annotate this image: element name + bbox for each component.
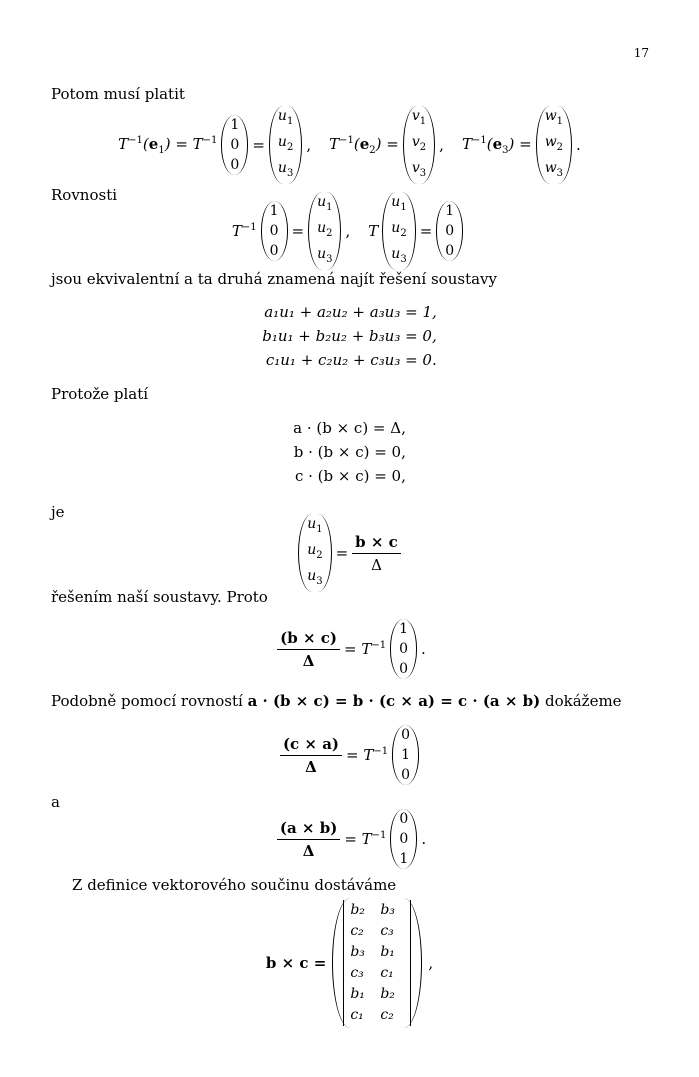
paragraph-ekvivalentni: jsou ekvivalentní a ta druhá znamená najít řešení soustavy (51, 270, 497, 288)
determinant: b₂ b₃ c₂ c₃ (343, 900, 411, 942)
dot-product-equations (0, 416, 699, 488)
equation-inverse-images: $T^{-1}(e_1) = T^{-1}$ 1 0 0 = $u_1$ $u_2$ $u_3$ , $T^{-1}(e_2)$ = $v_1$ $v_2$ $v_3$ , $T^{-1}(e_3)$ = $w_1$ $w_2$ $w_3$ . (0, 112, 699, 178)
system-row: a₁u₁ + a₂u₂ + a₃u₃ = 1, (264, 303, 437, 321)
column-vector-e2: 0 1 0 (392, 725, 419, 785)
column-vector-v: $v_1$ $v_2$ $v_3$ (403, 106, 435, 183)
page-number: 17 (633, 46, 649, 60)
paragraph-potom: Potom musí platit (51, 85, 185, 103)
system-row: b₁u₁ + b₂u₂ + b₃u₃ = 0, (262, 327, 437, 345)
column-vector-e1: 1 0 0 (261, 201, 288, 261)
determinant: b₃ b₁ c₃ c₁ (343, 942, 411, 984)
column-vector-u: $u_1$ $u_2$ $u_3$ (298, 514, 331, 591)
paragraph-resenim: řešením naší soustavy. Proto (51, 588, 268, 606)
equation-axb: $\frac{(a \times b)}{\Delta}$ = $T^{-1}$ 0 0 1 . (0, 806, 699, 872)
column-vector-e1: 1 0 0 (436, 201, 463, 261)
column-vector-u: $u_1$ $u_2$ $u_3$ (308, 192, 341, 269)
dot-product-row: b · (b × c) = 0, (293, 443, 406, 461)
equation-solution: $u_1$ $u_2$ $u_3$ = $\frac{b \times c}{\Delta}$ (0, 520, 699, 586)
equation-proto: $\frac{(b \times c)}{\Delta}$ = $T^{-1}$ 1 0 0 . (0, 616, 699, 682)
paragraph-protoze: Protože platí (51, 385, 149, 403)
column-vector-u: $u_1$ $u_2$ $u_3$ (269, 106, 302, 183)
column-vector-e3: 0 0 1 (390, 809, 417, 869)
linear-system (0, 300, 699, 372)
equation-cross-product: b × c = b₂ b₃ c₂ c₃ b₃ b₁ c₃ c₁ b₁ b₂ c₁ c₂ , (0, 898, 699, 1028)
paragraph-definice: Z definice vektorového součinu dostáváme (72, 876, 397, 894)
column-vector-e1: 1 0 0 (221, 115, 248, 175)
equation-equivalence: $T^{-1}$ 1 0 0 = $u_1$ $u_2$ $u_3$ , T $u_1$ $u_2$ $u_3$ = 1 0 0 (0, 198, 699, 264)
fraction-paxb-over-delta: $\frac{(a \times b)}{\Delta}$ (277, 819, 340, 860)
paragraph-je: je (51, 503, 65, 521)
paragraph-rovnosti: Rovnosti (51, 186, 118, 204)
dot-product-row: c · (b × c) = 0, (294, 467, 406, 485)
equation-cxa: $\frac{(c \times a)}{\Delta}$ = $T^{-1}$ 0 1 0 (0, 722, 699, 788)
column-vector-e1: 1 0 0 (390, 619, 417, 679)
determinant: b₁ b₂ c₁ c₂ (343, 984, 411, 1026)
paragraph-a: a (51, 793, 60, 811)
fraction-pcxa-over-delta: $\frac{(c \times a)}{\Delta}$ (280, 735, 342, 776)
inline-identity: a · (b × c) = b · (c × a) = c · (a × b) (247, 692, 541, 710)
fraction-pbxc-over-delta: $\frac{(b \times c)}{\Delta}$ (277, 629, 340, 670)
dot-product-row: a · (b × c) = Δ, (293, 419, 406, 437)
column-vector-w: $w_1$ $w_2$ $w_3$ (536, 106, 572, 183)
fraction-bxc-over-delta: $\frac{b \times c}{\Delta}$ (352, 533, 401, 574)
column-vector-u: $u_1$ $u_2$ $u_3$ (382, 192, 415, 269)
determinant-column (332, 898, 422, 1028)
paragraph-podobne: Podobně pomocí rovností a · (b × c) = b · (c × a) = c · (a × b) dokážeme (51, 692, 622, 710)
system-row: c₁u₁ + c₂u₂ + c₃u₃ = 0. (265, 351, 437, 369)
